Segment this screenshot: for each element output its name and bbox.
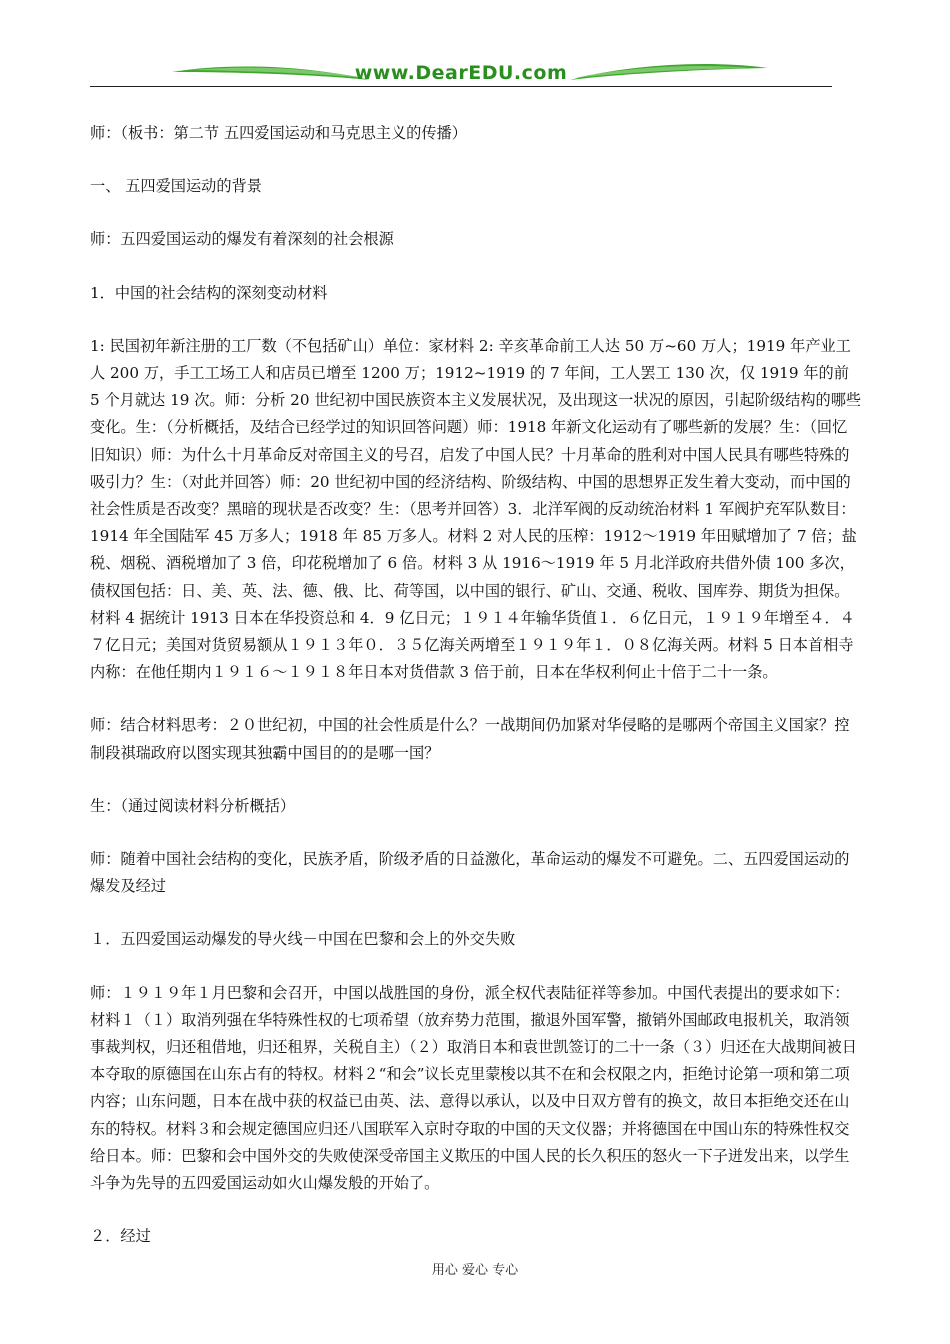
paris-conference-paragraph: 师：１９１９年１月巴黎和会召开，中国以战胜国的身份，派全权代表陆征祥等参加。中国代表提出的要求如下：材料１（１）取消列强在华特殊性权的七项希望（放弃势力范围，撤退外国军警，撤销外国邮政电报机关，取消领事裁判权，归还租借地，归还租界，关税自主）（２）取消日本和袁世凯签订的二十一条（３）归还在大战期间被日本夺取的原德国在山东占有的特权。材料２“和会”议长克里蒙梭以其不在和会权限之内，拒绝讨论第一项和第二项内容；山东问题，日本在战中获的权益已由英、法、意得以承认，以及中日双方曾有的换文，故日本拒绝交还在山东的特权。材料３和会规定德国应归还八国联军入京时夺取的中国的天文仪器；并将德国在中国山东的特殊性权交给日本。师：巴黎和会中国外交的失败使深受帝国主义欺压的中国人民的长久积压的怒火一下子迸发出来，以学生斗争为先导的五四爱国运动如火山爆发般的开始了。 — [90, 983, 857, 1193]
teacher-transition: 师：随着中国社会结构的变化，民族矛盾，阶级矛盾的日益激化，革命运动的爆发不可避免。二、五四爱国运动的爆发及经过 — [90, 850, 850, 896]
subheading-paris-conference: １．五四爱国运动爆发的导火线－中国在巴黎和会上的外交失败 — [90, 930, 516, 949]
teacher-question: 师：结合材料思考：２０世纪初，中国的社会性质是什么？一战期间仍加紧对华侵略的是哪两个帝国主义国家？控制段祺瑞政府以图实现其独霸中国目的的是哪一国？ — [90, 716, 850, 762]
document-body — [90, 120, 862, 1277]
subheading-social-structure: 1．中国的社会结构的深刻变动材料 — [90, 283, 328, 302]
subheading-process: ２．经过 — [90, 1227, 151, 1246]
blackboard-title: 师：（板书：第二节 五四爱国运动和马克思主义的传播） — [90, 124, 467, 142]
page-header — [90, 58, 832, 92]
section-heading-background: 一、 五四爱国运动的背景 — [90, 177, 262, 196]
teacher-intro: 师：五四爱国运动的爆发有着深刻的社会根源 — [90, 230, 394, 249]
student-response: 生：（通过阅读材料分析概括） — [90, 796, 296, 815]
materials-paragraph: 1: 民国初年新注册的工厂数（不包括矿山）单位：家材料 2: 辛亥革命前工人达 50 万~60 万人；1919 年产业工人 200 万，手工工场工人和店员已增至 1200 万；1912~1919 的 7 年间，工人罢工 130 次，仅 1919 年的前 5 个月就达 19 次。师：分析 20 世纪初中国民族资本主义发展状况，及出现这一状况的原因，引起阶级结构的哪些变化。生：（分析概括，及结合已经学过的知识回答问题）师：1918 年新文化运动有了哪些新的发展？生：（回忆旧知识）师：为什么十月革命反对帝国主义的号召，启发了中国人民？十月革命的胜利对中国人民具有哪些特殊的吸引力？生：（对此并回答）师：20 世纪初中国的经济结构、阶级结构、中国的思想界正发生着大变动，而中国的社会性质是否改变？黑暗的现状是否改变？生：（思考并回答）3．北洋军阀的反动统治材料 1 军阀护充军队数目：1914 年全国陆军 45 万多人；1918 年 85 万多人。材料 2 对人民的压榨：1912～1919 年田赋增加了 7 倍；盐税、烟税、酒税增加了 3 倍，印花税增加了 6 倍。材料 3 从 1916～1919 年 5 月北洋政府共借外债 100 多次，债权国包括：日、美、英、法、德、俄、比、荷等国，以中国的银行、矿山、交通、税收、国库券、期货为担保。材料 4 据统计 1913 日本在华投资总和 4．9 亿日元；１９１４年输华货值１．６亿日元，１９１９年增至４．４７亿日元；美国对货贸易额从１９１３年０．３５亿海关两增至１９１９年１．０８亿海关两。材料 5 日本首相寺内称：在他任期内１９１６～１９１８年日本对货借款 3 倍于前，日本在华权利何止十倍于二十一条。 — [90, 336, 862, 682]
site-logo-text: www.DearEDU.com — [354, 62, 568, 84]
page-footer: 用心 爱心 专心 — [431, 1263, 519, 1278]
header-divider — [90, 86, 832, 87]
